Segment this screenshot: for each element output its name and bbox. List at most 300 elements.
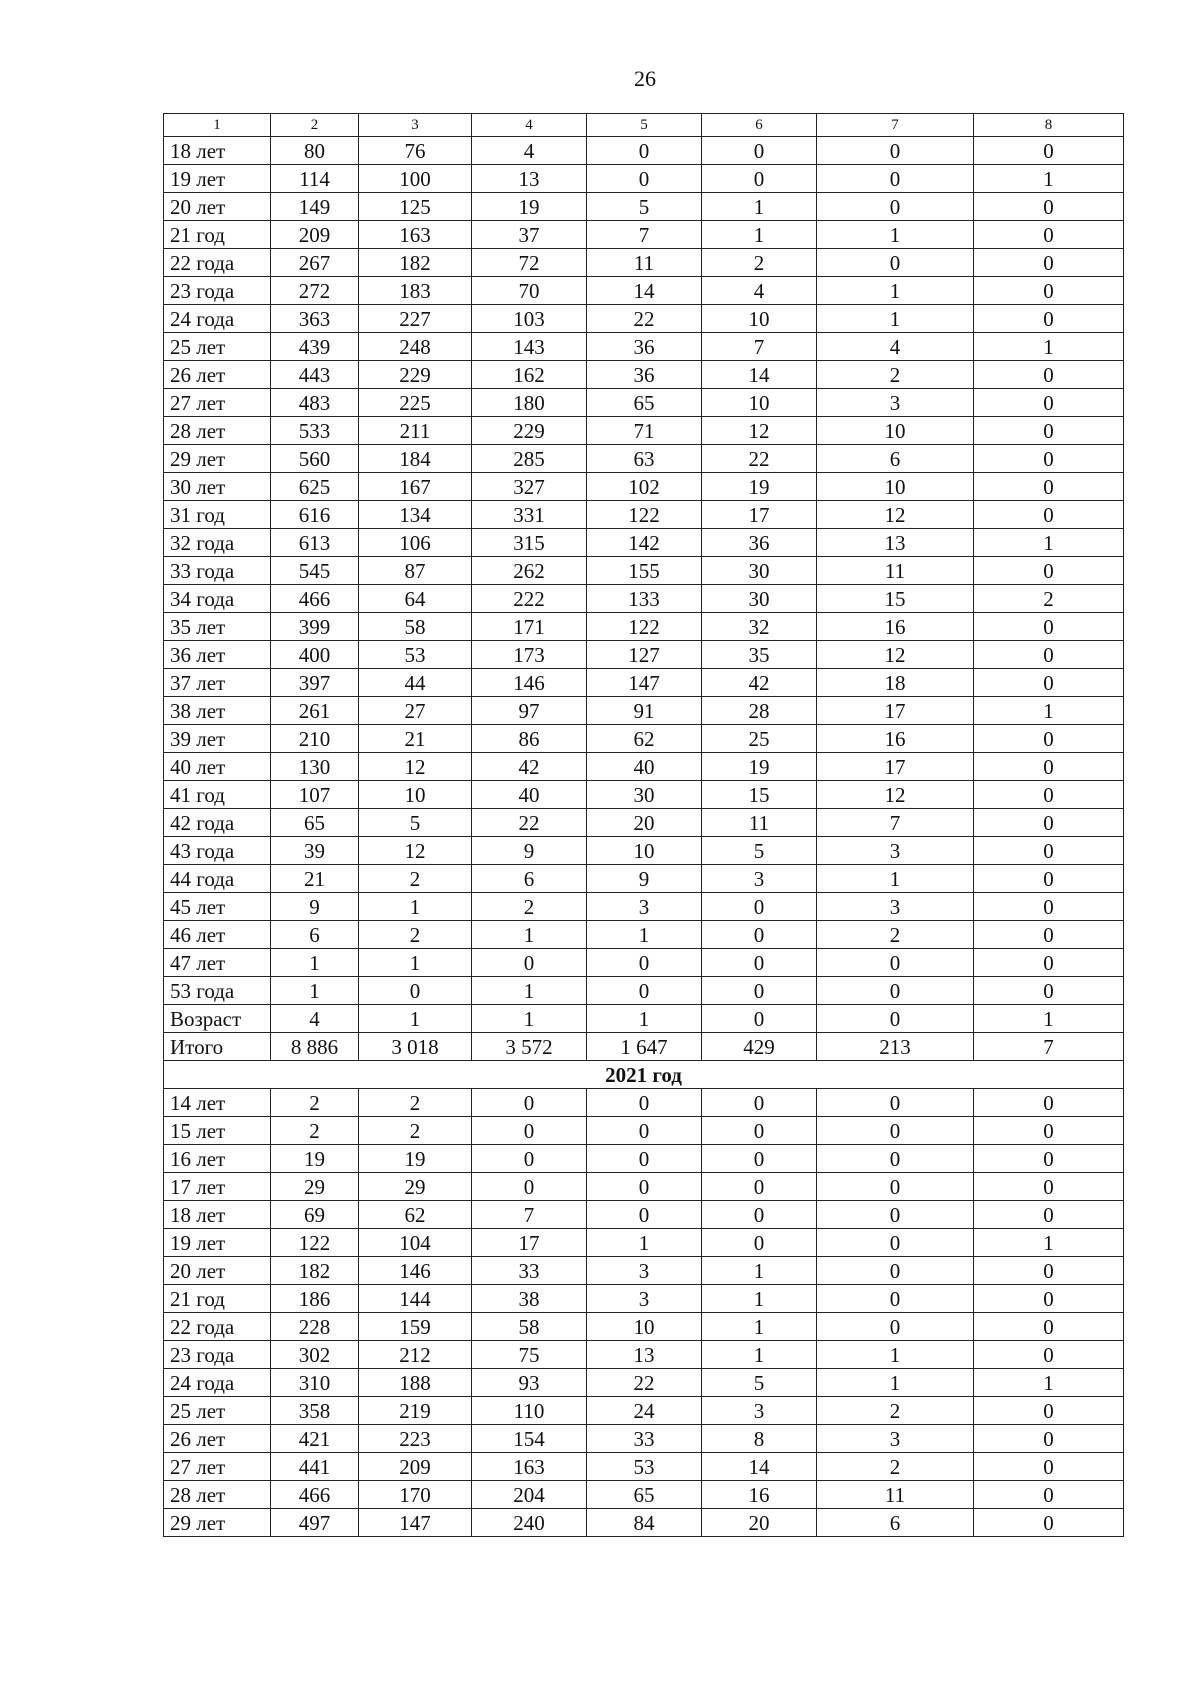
value-cell: 1 [472,977,587,1005]
value-cell: 22 [587,1369,702,1397]
value-cell: 58 [472,1313,587,1341]
table-row [164,1285,1124,1313]
value-cell: 616 [271,501,359,529]
value-cell: 2 [359,1117,472,1145]
value-cell: 22 [587,305,702,333]
value-cell: 10 [587,1313,702,1341]
value-cell: 114 [271,165,359,193]
value-cell: 19 [702,473,817,501]
table-row [164,1145,1124,1173]
value-cell: 36 [587,333,702,361]
value-cell: 84 [587,1509,702,1537]
value-cell: 16 [817,613,974,641]
value-cell: 64 [359,585,472,613]
value-cell: 149 [271,193,359,221]
value-cell: 0 [974,389,1124,417]
value-cell: 147 [359,1509,472,1537]
value-cell: 7 [472,1201,587,1229]
value-cell: 173 [472,641,587,669]
value-cell: 21 [359,725,472,753]
value-cell: 1 [359,1005,472,1033]
value-cell: 13 [587,1341,702,1369]
value-cell: 7 [702,333,817,361]
value-cell: 133 [587,585,702,613]
value-cell: 0 [974,1341,1124,1369]
value-cell: 0 [974,809,1124,837]
value-cell: 91 [587,697,702,725]
value-cell: 170 [359,1481,472,1509]
value-cell: 1 [974,1229,1124,1257]
table-row [164,333,1124,361]
value-cell: 30 [702,557,817,585]
age-label-cell: 27 лет [164,389,271,417]
value-cell: 42 [702,669,817,697]
value-cell: 272 [271,277,359,305]
value-cell: 358 [271,1397,359,1425]
value-cell: 0 [472,1089,587,1117]
value-cell: 0 [587,1089,702,1117]
value-cell: 163 [359,221,472,249]
value-cell: 9 [587,865,702,893]
table-row [164,165,1124,193]
table-row [164,865,1124,893]
value-cell: 0 [702,1117,817,1145]
value-cell: 29 [359,1173,472,1201]
value-cell: 0 [974,1313,1124,1341]
value-cell: 180 [472,389,587,417]
value-cell: 2 [817,1453,974,1481]
value-cell: 331 [472,501,587,529]
age-label-cell: 37 лет [164,669,271,697]
column-number-row [164,114,1124,137]
value-cell: 130 [271,753,359,781]
value-cell: 12 [817,641,974,669]
value-cell: 13 [472,165,587,193]
value-cell: 327 [472,473,587,501]
value-cell: 15 [702,781,817,809]
value-cell: 3 [587,1285,702,1313]
value-cell: 0 [817,1229,974,1257]
value-cell: 443 [271,361,359,389]
value-cell: 0 [702,1005,817,1033]
year-section-title: 2021 год [164,1061,1124,1089]
value-cell: 11 [587,249,702,277]
value-cell: 0 [974,1285,1124,1313]
value-cell: 40 [587,753,702,781]
value-cell: 0 [817,1285,974,1313]
value-cell: 19 [271,1145,359,1173]
age-label-cell: 16 лет [164,1145,271,1173]
value-cell: 122 [271,1229,359,1257]
age-label-cell: 25 лет [164,333,271,361]
age-label-cell: 32 года [164,529,271,557]
age-label-cell: Возраст [164,1005,271,1033]
age-label-cell: 18 лет [164,137,271,165]
column-number-cell: 3 [359,114,472,137]
value-cell: 466 [271,585,359,613]
value-cell: 1 [702,221,817,249]
value-cell: 1 [974,697,1124,725]
column-number-cell: 2 [271,114,359,137]
value-cell: 219 [359,1397,472,1425]
value-cell: 0 [587,1145,702,1173]
age-label-cell: 31 год [164,501,271,529]
value-cell: 0 [817,1005,974,1033]
value-cell: 315 [472,529,587,557]
value-cell: 75 [472,1341,587,1369]
column-number-cell: 8 [974,114,1124,137]
value-cell: 0 [974,557,1124,585]
year-section-row [164,1061,1124,1089]
value-cell: 25 [702,725,817,753]
age-label-cell: 41 год [164,781,271,809]
value-cell: 1 [472,1005,587,1033]
value-cell: 62 [587,725,702,753]
value-cell: 11 [817,557,974,585]
value-cell: 37 [472,221,587,249]
value-cell: 0 [974,445,1124,473]
value-cell: 9 [271,893,359,921]
value-cell: 122 [587,613,702,641]
value-cell: 4 [817,333,974,361]
value-cell: 0 [817,1257,974,1285]
value-cell: 110 [472,1397,587,1425]
value-cell: 0 [817,137,974,165]
table-row [164,921,1124,949]
value-cell: 0 [974,221,1124,249]
value-cell: 19 [472,193,587,221]
value-cell: 3 [817,1425,974,1453]
table-row [164,949,1124,977]
column-number-cell: 6 [702,114,817,137]
table-row [164,1313,1124,1341]
value-cell: 102 [587,473,702,501]
value-cell: 8 886 [271,1033,359,1061]
value-cell: 11 [702,809,817,837]
value-cell: 210 [271,725,359,753]
table-row [164,809,1124,837]
value-cell: 0 [974,1509,1124,1537]
value-cell: 0 [702,1145,817,1173]
column-number-cell: 1 [164,114,271,137]
value-cell: 1 [702,1285,817,1313]
value-cell: 0 [974,949,1124,977]
value-cell: 2 [472,893,587,921]
value-cell: 0 [587,137,702,165]
value-cell: 2 [359,1089,472,1117]
value-cell: 1 [587,1229,702,1257]
age-label-cell: 23 года [164,277,271,305]
value-cell: 0 [817,977,974,1005]
value-cell: 22 [472,809,587,837]
table-row [164,1229,1124,1257]
table-row [164,725,1124,753]
value-cell: 39 [271,837,359,865]
value-cell: 0 [974,1117,1124,1145]
value-cell: 16 [817,725,974,753]
value-cell: 225 [359,389,472,417]
age-label-cell: 45 лет [164,893,271,921]
value-cell: 134 [359,501,472,529]
value-cell: 0 [817,949,974,977]
value-cell: 2 [974,585,1124,613]
value-cell: 3 [702,1397,817,1425]
value-cell: 2 [271,1117,359,1145]
age-label-cell: 20 лет [164,1257,271,1285]
value-cell: 6 [817,445,974,473]
age-label-cell: 19 лет [164,1229,271,1257]
age-label-cell: 43 года [164,837,271,865]
value-cell: 262 [472,557,587,585]
value-cell: 1 [472,921,587,949]
value-cell: 261 [271,697,359,725]
age-label-cell: 17 лет [164,1173,271,1201]
value-cell: 3 [817,389,974,417]
age-label-cell: 30 лет [164,473,271,501]
value-cell: 6 [817,1509,974,1537]
value-cell: 1 [974,333,1124,361]
table-row [164,669,1124,697]
value-cell: 533 [271,417,359,445]
table-row [164,277,1124,305]
table-row [164,221,1124,249]
value-cell: 17 [702,501,817,529]
value-cell: 0 [472,1117,587,1145]
table-row [164,1201,1124,1229]
age-label-cell: 19 лет [164,165,271,193]
value-cell: 0 [974,277,1124,305]
value-cell: 421 [271,1425,359,1453]
value-cell: 1 [587,1005,702,1033]
value-cell: 10 [702,389,817,417]
value-cell: 0 [587,949,702,977]
value-cell: 5 [702,1369,817,1397]
table-row [164,1341,1124,1369]
value-cell: 2 [817,361,974,389]
value-cell: 209 [359,1453,472,1481]
value-cell: 560 [271,445,359,473]
table-row [164,753,1124,781]
age-label-cell: 21 год [164,1285,271,1313]
table-row [164,585,1124,613]
value-cell: 302 [271,1341,359,1369]
value-cell: 13 [817,529,974,557]
value-cell: 154 [472,1425,587,1453]
value-cell: 497 [271,1509,359,1537]
table-row [164,1509,1124,1537]
value-cell: 0 [702,977,817,1005]
value-cell: 72 [472,249,587,277]
age-label-cell: 46 лет [164,921,271,949]
value-cell: 10 [702,305,817,333]
age-label-cell: 35 лет [164,613,271,641]
value-cell: 10 [359,781,472,809]
value-cell: 399 [271,613,359,641]
value-cell: 1 [817,1369,974,1397]
value-cell: 14 [587,277,702,305]
value-cell: 144 [359,1285,472,1313]
age-label-cell: 29 лет [164,445,271,473]
value-cell: 1 [359,949,472,977]
value-cell: 107 [271,781,359,809]
value-cell: 1 [702,1313,817,1341]
value-cell: 209 [271,221,359,249]
value-cell: 10 [817,417,974,445]
value-cell: 4 [271,1005,359,1033]
value-cell: 53 [587,1453,702,1481]
age-label-cell: 26 лет [164,361,271,389]
value-cell: 0 [974,977,1124,1005]
value-cell: 0 [817,1089,974,1117]
value-cell: 70 [472,277,587,305]
age-label-cell: 15 лет [164,1117,271,1145]
value-cell: 10 [817,473,974,501]
value-cell: 0 [974,137,1124,165]
value-cell: 22 [702,445,817,473]
page-number: 26 [634,66,656,91]
value-cell: 1 [702,193,817,221]
value-cell: 184 [359,445,472,473]
value-cell: 0 [702,893,817,921]
value-cell: 80 [271,137,359,165]
value-cell: 625 [271,473,359,501]
value-cell: 0 [974,753,1124,781]
table-row [164,641,1124,669]
value-cell: 182 [271,1257,359,1285]
value-cell: 183 [359,277,472,305]
value-cell: 155 [587,557,702,585]
value-cell: 11 [817,1481,974,1509]
value-cell: 7 [974,1033,1124,1061]
value-cell: 17 [472,1229,587,1257]
value-cell: 7 [587,221,702,249]
value-cell: 0 [974,501,1124,529]
age-label-cell: 47 лет [164,949,271,977]
value-cell: 229 [359,361,472,389]
value-cell: 1 [974,1005,1124,1033]
value-cell: 12 [817,501,974,529]
value-cell: 12 [817,781,974,809]
value-cell: 1 [817,1341,974,1369]
value-cell: 142 [587,529,702,557]
value-cell: 0 [702,949,817,977]
value-cell: 248 [359,333,472,361]
value-cell: 143 [472,333,587,361]
table-row [164,501,1124,529]
age-label-cell: 53 года [164,977,271,1005]
value-cell: 0 [974,1145,1124,1173]
value-cell: 3 [817,893,974,921]
value-cell: 65 [587,1481,702,1509]
value-cell: 0 [974,865,1124,893]
value-cell: 30 [702,585,817,613]
column-number-cell: 5 [587,114,702,137]
value-cell: 7 [817,809,974,837]
value-cell: 240 [472,1509,587,1537]
table-row [164,613,1124,641]
age-label-cell: 14 лет [164,1089,271,1117]
value-cell: 212 [359,1341,472,1369]
value-cell: 1 [702,1257,817,1285]
value-cell: 0 [817,193,974,221]
table-row [164,305,1124,333]
value-cell: 0 [702,1089,817,1117]
value-cell: 76 [359,137,472,165]
value-cell: 0 [974,1397,1124,1425]
value-cell: 0 [587,1201,702,1229]
value-cell: 1 [974,529,1124,557]
value-cell: 106 [359,529,472,557]
value-cell: 5 [359,809,472,837]
value-cell: 0 [974,1481,1124,1509]
value-cell: 125 [359,193,472,221]
value-cell: 9 [472,837,587,865]
table-body [164,114,1124,1537]
value-cell: 182 [359,249,472,277]
value-cell: 17 [817,753,974,781]
value-cell: 0 [974,473,1124,501]
value-cell: 86 [472,725,587,753]
value-cell: 429 [702,1033,817,1061]
value-cell: 1 [817,277,974,305]
value-cell: 4 [702,277,817,305]
age-label-cell: 22 года [164,249,271,277]
value-cell: 0 [974,361,1124,389]
value-cell: 12 [702,417,817,445]
value-cell: 0 [974,893,1124,921]
value-cell: 0 [974,641,1124,669]
value-cell: 213 [817,1033,974,1061]
value-cell: 0 [974,305,1124,333]
value-cell: 0 [974,837,1124,865]
table-row [164,193,1124,221]
value-cell: 58 [359,613,472,641]
value-cell: 0 [587,1117,702,1145]
value-cell: 0 [472,1173,587,1201]
age-label-cell: 28 лет [164,1481,271,1509]
value-cell: 0 [974,417,1124,445]
age-label-cell: 22 года [164,1313,271,1341]
age-label-cell: 34 года [164,585,271,613]
value-cell: 36 [702,529,817,557]
age-label-cell: 36 лет [164,641,271,669]
value-cell: 100 [359,165,472,193]
value-cell: 4 [472,137,587,165]
value-cell: 35 [702,641,817,669]
value-cell: 17 [817,697,974,725]
table-row [164,1033,1124,1061]
value-cell: 159 [359,1313,472,1341]
value-cell: 1 [271,977,359,1005]
value-cell: 1 [271,949,359,977]
value-cell: 0 [702,137,817,165]
age-label-cell: 27 лет [164,1453,271,1481]
value-cell: 147 [587,669,702,697]
value-cell: 1 [359,893,472,921]
value-cell: 0 [702,1229,817,1257]
value-cell: 222 [472,585,587,613]
table-row [164,1369,1124,1397]
value-cell: 20 [587,809,702,837]
value-cell: 127 [587,641,702,669]
value-cell: 104 [359,1229,472,1257]
value-cell: 2 [817,921,974,949]
value-cell: 87 [359,557,472,585]
value-cell: 65 [587,389,702,417]
table-row [164,557,1124,585]
value-cell: 0 [974,1453,1124,1481]
value-cell: 227 [359,305,472,333]
